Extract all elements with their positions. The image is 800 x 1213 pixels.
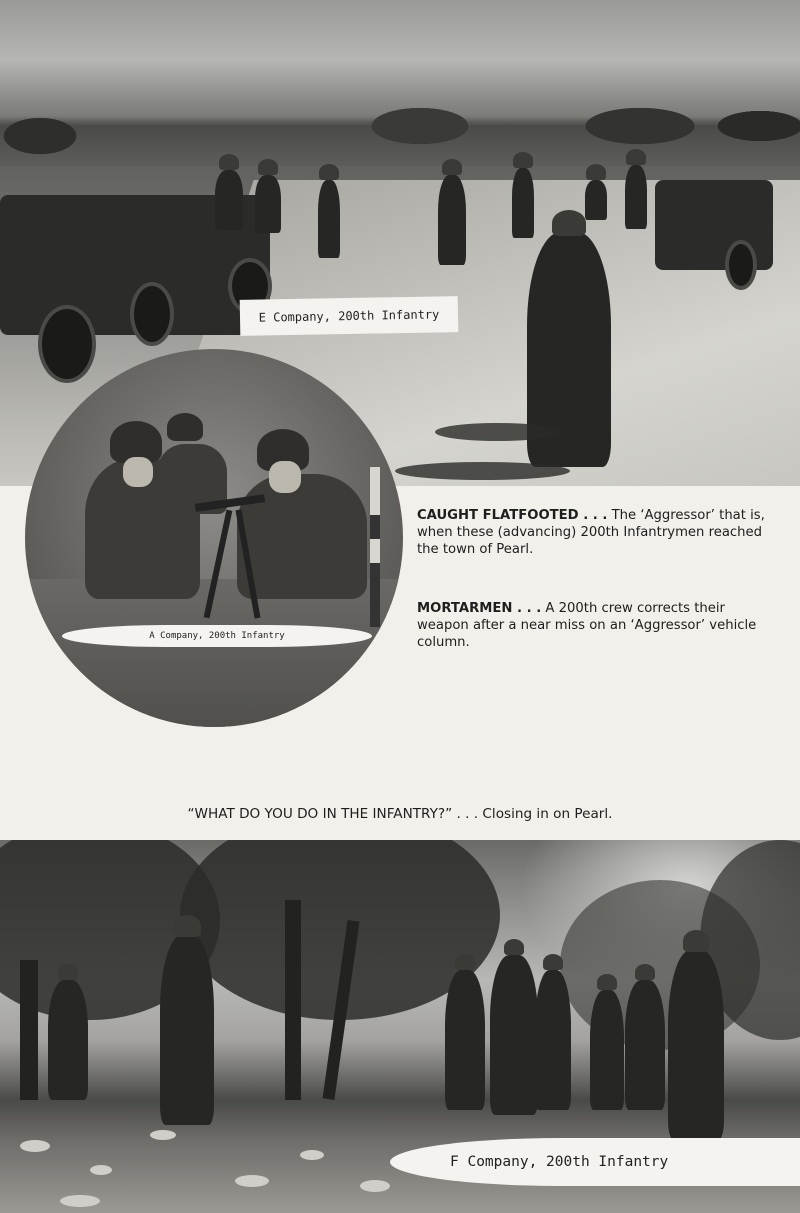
soldier bbox=[48, 980, 88, 1100]
inset-photo bbox=[25, 349, 403, 727]
photo-label-f-company: F Company, 200th Infantry bbox=[390, 1138, 800, 1186]
soldier bbox=[490, 955, 538, 1115]
soldier bbox=[585, 180, 607, 220]
caption-infantry-heading: “WHAT DO YOU DO IN THE INFANTRY?” bbox=[187, 806, 453, 822]
soldier bbox=[438, 175, 466, 265]
caption-caught-text: The ‘Aggressor’ that is, when these (advancing) 200th Infantrymen reached the town of Pearl. bbox=[417, 508, 765, 557]
soldier bbox=[255, 175, 281, 233]
caption-infantry bbox=[0, 806, 800, 822]
soldier bbox=[160, 935, 214, 1125]
caption-infantry-text: . . . Closing in on Pearl. bbox=[452, 806, 613, 822]
soldier bbox=[215, 170, 243, 230]
soldier bbox=[512, 168, 534, 238]
soldier bbox=[668, 950, 724, 1140]
photo-label-e-company: E Company, 200th Infantry bbox=[240, 296, 459, 336]
soldier bbox=[318, 180, 340, 258]
caption-mortarmen bbox=[417, 600, 765, 651]
photo-label-a-company: A Company, 200th Infantry bbox=[62, 625, 372, 647]
soldier bbox=[625, 980, 665, 1110]
caption-caught-flatfooted bbox=[417, 507, 765, 558]
caption-caught-heading: CAUGHT FLATFOOTED . . . bbox=[417, 508, 608, 523]
caption-mortarmen-heading: MORTARMEN . . . bbox=[417, 601, 542, 616]
soldier bbox=[625, 165, 647, 229]
soldier bbox=[535, 970, 571, 1110]
soldier bbox=[590, 990, 624, 1110]
soldier bbox=[445, 970, 485, 1110]
mortarman-right bbox=[237, 474, 367, 599]
caption-mortarmen-text: A 200th crew corrects their weapon after a near miss on an ‘Aggressor’ vehicle column. bbox=[417, 601, 757, 650]
aiming-stake bbox=[370, 467, 380, 627]
treeline bbox=[0, 96, 800, 166]
